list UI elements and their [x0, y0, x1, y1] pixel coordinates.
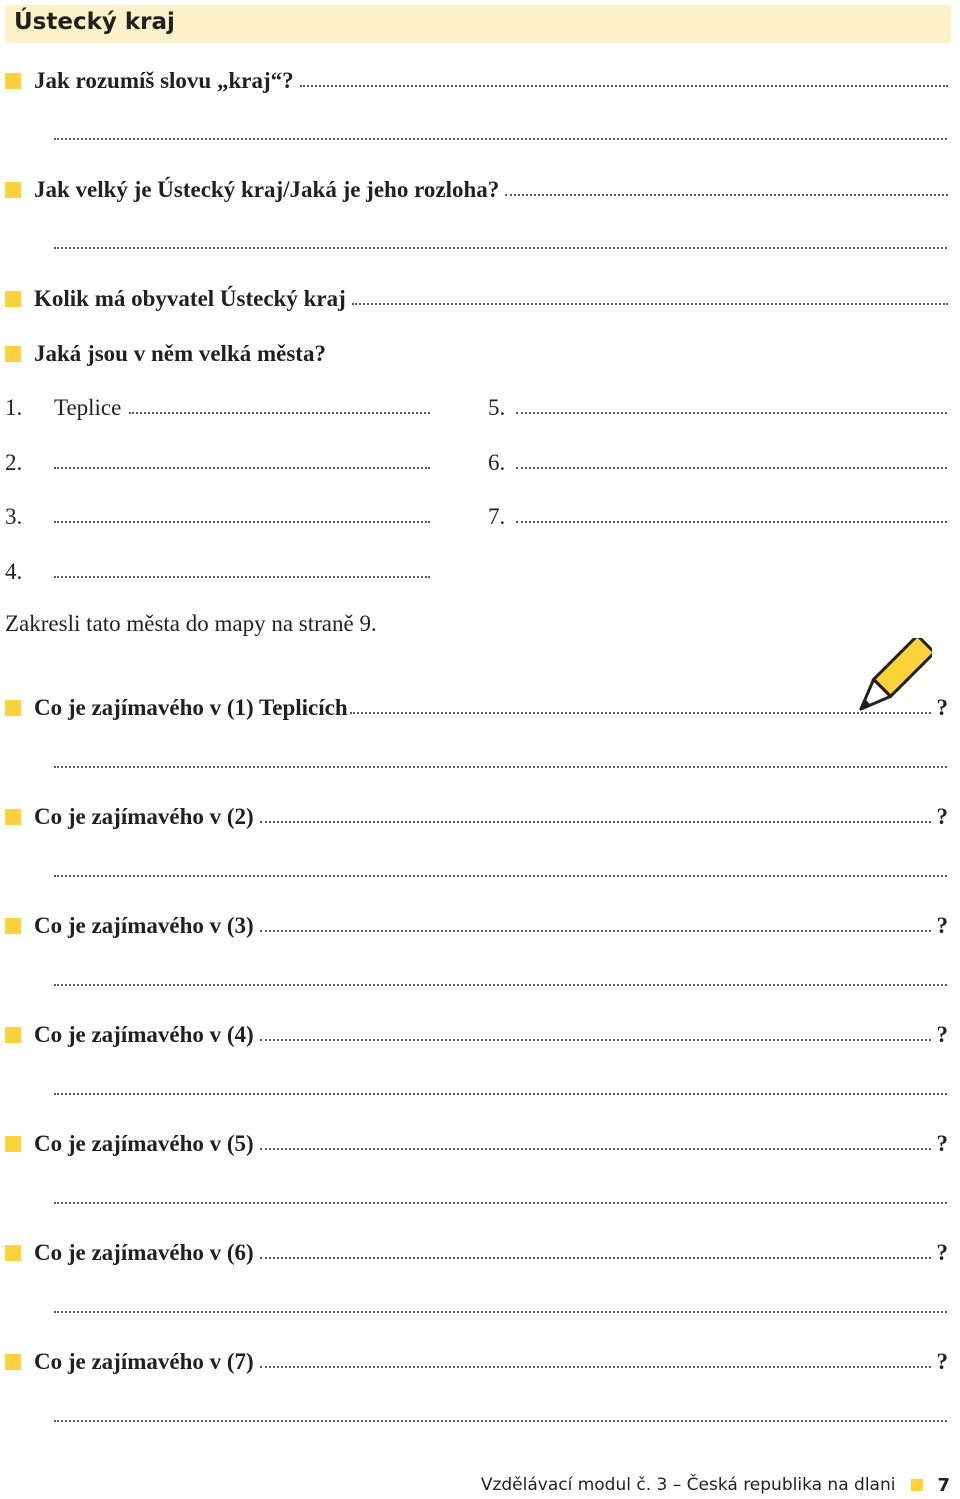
question-text: Co je zajímavého v (2) — [34, 804, 254, 829]
yellow-square-icon — [5, 1136, 21, 1152]
answer-field[interactable] — [260, 1039, 931, 1041]
question-text: Co je zajímavého v (5) — [34, 1131, 254, 1156]
question-mark: ? — [936, 1240, 948, 1265]
city-number: 7. — [488, 504, 506, 529]
city-answer-field[interactable] — [54, 467, 430, 469]
interest-question-3 — [5, 912, 948, 940]
city-item-5 — [488, 394, 947, 422]
answer-line[interactable] — [54, 984, 947, 986]
yellow-square-icon — [5, 1027, 21, 1043]
question-mark: ? — [936, 695, 948, 720]
page-title: Ústecký kraj — [14, 9, 175, 35]
answer-field[interactable] — [505, 194, 948, 196]
page-header — [5, 5, 951, 43]
yellow-square-icon — [5, 346, 21, 362]
answer-line[interactable] — [54, 1420, 947, 1422]
city-item-7 — [488, 503, 947, 531]
interest-question-7 — [5, 1348, 948, 1376]
answer-line[interactable] — [54, 247, 947, 249]
answer-field[interactable] — [350, 712, 931, 714]
city-answer-field[interactable] — [516, 467, 947, 469]
city-name: Teplice — [54, 395, 122, 420]
page-footer — [481, 1471, 950, 1499]
question-mark: ? — [936, 804, 948, 829]
question-text: Co je zajímavého v (6) — [34, 1240, 254, 1265]
question-mark: ? — [936, 913, 948, 938]
answer-field[interactable] — [260, 930, 931, 932]
question-mark: ? — [936, 1022, 948, 1047]
city-item-1 — [5, 394, 430, 422]
instruction-text: Zakresli tato města do mapy na straně 9. — [5, 611, 377, 636]
answer-field[interactable] — [260, 1148, 931, 1150]
interest-question-4 — [5, 1021, 948, 1049]
yellow-square-icon — [5, 1245, 21, 1261]
interest-question-2 — [5, 803, 948, 831]
footer-text: Vzdělávací modul č. 3 – Česká republika na dlani — [480, 1475, 896, 1495]
yellow-square-icon — [5, 918, 21, 934]
city-number: 4. — [5, 559, 23, 584]
question-text: Co je zajímavého v (3) — [34, 913, 254, 938]
city-item-2 — [5, 449, 430, 477]
question-kraj — [5, 67, 948, 95]
answer-field[interactable] — [260, 821, 931, 823]
answer-line[interactable] — [54, 1202, 947, 1204]
question-obyvatel — [5, 285, 948, 313]
yellow-square-icon — [5, 809, 21, 825]
yellow-square-icon — [5, 700, 21, 716]
page-number: 7 — [937, 1474, 950, 1496]
yellow-square-icon — [911, 1479, 923, 1491]
city-number: 6. — [488, 450, 506, 475]
city-answer-field[interactable] — [54, 521, 430, 523]
yellow-square-icon — [5, 182, 21, 198]
city-number: 3. — [5, 504, 23, 529]
city-number: 5. — [488, 395, 506, 420]
question-mark: ? — [936, 1131, 948, 1156]
question-mesta — [5, 340, 948, 368]
question-text: Kolik má obyvatel Ústecký kraj — [34, 286, 346, 311]
answer-field[interactable] — [300, 85, 948, 87]
city-item-4 — [5, 558, 430, 586]
question-text: Co je zajímavého v (7) — [34, 1349, 254, 1374]
yellow-square-icon — [5, 73, 21, 89]
answer-line[interactable] — [54, 875, 947, 877]
question-text: Jak velký je Ústecký kraj/Jaká je jeho rozloha? — [34, 177, 500, 202]
question-text: Jak rozumíš slovu „kraj“? — [34, 68, 294, 93]
yellow-square-icon — [5, 291, 21, 307]
city-answer-field[interactable] — [516, 412, 947, 414]
city-answer-field[interactable] — [129, 412, 430, 414]
city-answer-field[interactable] — [516, 521, 947, 523]
city-item-3 — [5, 503, 430, 531]
question-text: Co je zajímavého v (4) — [34, 1022, 254, 1047]
question-mark: ? — [936, 1349, 948, 1374]
answer-line[interactable] — [54, 766, 947, 768]
interest-question-1 — [5, 694, 948, 722]
interest-question-5 — [5, 1130, 948, 1158]
city-item-6 — [488, 449, 947, 477]
answer-field[interactable] — [260, 1257, 931, 1259]
question-text: Co je zajímavého v (1) Teplicích — [34, 695, 348, 720]
answer-line[interactable] — [54, 1093, 947, 1095]
question-rozloha — [5, 176, 948, 204]
question-text: Jaká jsou v něm velká města? — [34, 341, 326, 366]
interest-question-6 — [5, 1239, 948, 1267]
city-number: 2. — [5, 450, 23, 475]
answer-field[interactable] — [260, 1366, 931, 1368]
answer-line[interactable] — [54, 138, 947, 140]
answer-field[interactable] — [352, 303, 948, 305]
city-number: 1. — [5, 395, 23, 420]
answer-line[interactable] — [54, 1311, 947, 1313]
city-answer-field[interactable] — [54, 576, 430, 578]
yellow-square-icon — [5, 1354, 21, 1370]
